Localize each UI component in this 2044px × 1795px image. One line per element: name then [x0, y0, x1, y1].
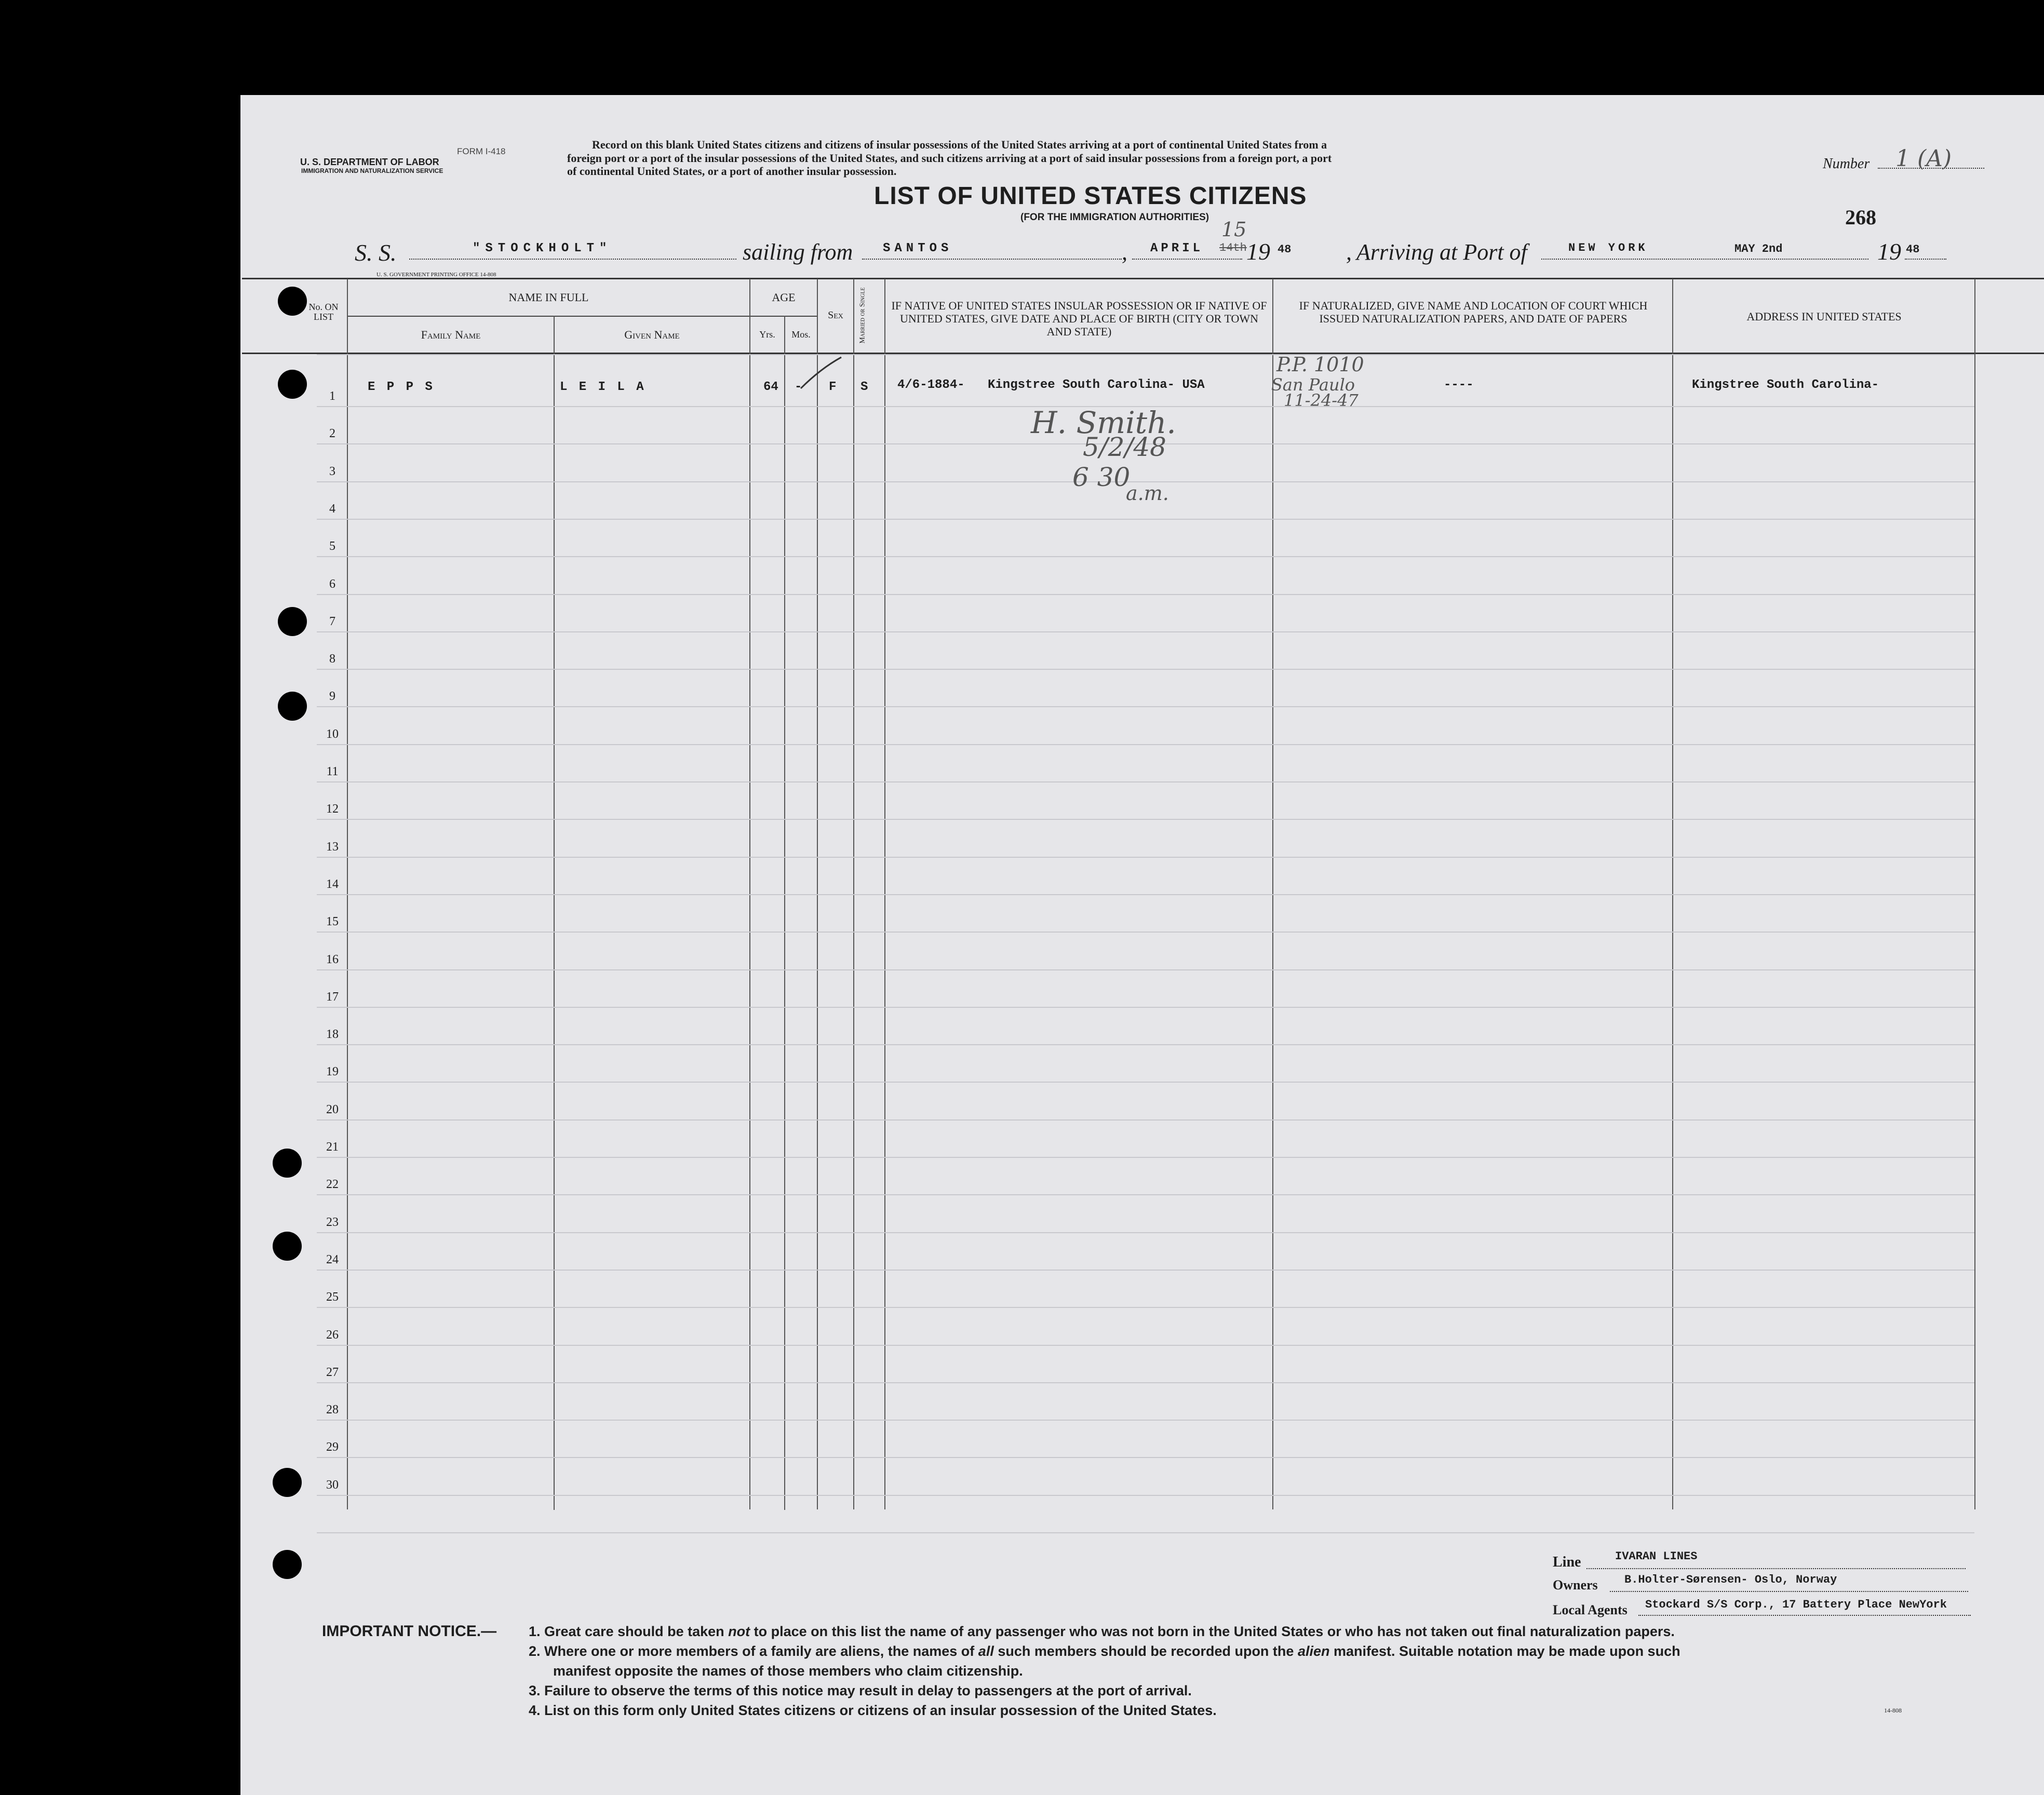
table-row-line [317, 932, 1974, 933]
arrival-port: NEW YORK [1568, 241, 1648, 254]
row-number: 28 [326, 1403, 339, 1416]
entry-birth-date: 4/6-1884- [897, 378, 965, 392]
table-row-line [317, 1345, 1974, 1346]
line-dotline [1586, 1568, 1966, 1569]
notice-2-emphasis-alien: alien [1297, 1643, 1330, 1659]
inspector-date: 5/2/48 [1083, 432, 1166, 462]
row-number: 25 [326, 1290, 339, 1304]
year-suffix: 48 [1278, 243, 1292, 256]
notice-2-text-end: manifest. Suitable notation may be made upon such [1329, 1643, 1680, 1659]
punch-hole [273, 1232, 302, 1261]
form-code: 14-808 [1884, 1707, 1902, 1714]
number-label: Number [1823, 156, 1870, 172]
table-row-line [317, 857, 1974, 858]
punch-hole [278, 607, 307, 636]
row-number: 5 [329, 539, 335, 553]
form-badge: FORM I-418 [457, 146, 506, 156]
entry-age-yrs: 64 [763, 380, 778, 394]
table-row-line [317, 819, 1974, 820]
page-title: LIST OF UNITED STATES CITIZENS [874, 182, 1307, 210]
inspector-signature: H. Smith. [1031, 405, 1176, 440]
entry-birth-place: Kingstree South Carolina- USA [988, 378, 1205, 392]
instructions-line: of continental United States, or a port of another insular possession. [567, 165, 897, 178]
naturalized-handwritten: 11-24-47 [1284, 390, 1359, 410]
table-top-border [242, 278, 2044, 279]
notice-2-continued: manifest opposite the names of those members who claim citizenship. [553, 1663, 1023, 1679]
notice-2-text-mid: such members should be recorded upon the [993, 1643, 1298, 1659]
table-row-line [317, 631, 1974, 632]
row-number: 26 [326, 1328, 339, 1342]
row-number: 11 [326, 765, 339, 778]
age-subheader-line [749, 316, 817, 317]
notice-2 [529, 1643, 1680, 1659]
row-number: 17 [326, 990, 339, 1004]
row-number: 29 [326, 1440, 339, 1454]
table-row-line [317, 1270, 1974, 1271]
row-number: 20 [326, 1103, 339, 1116]
ship-dotline [409, 259, 736, 260]
table-row-line [317, 1194, 1974, 1195]
table-row-line [317, 1495, 1974, 1496]
column-divider [554, 316, 555, 1510]
line-label: Line [1553, 1554, 1581, 1570]
row-number: 14 [326, 878, 339, 891]
arrival-dotline [1541, 259, 1868, 260]
entry-address: Kingstree South Carolina- [1692, 378, 1879, 392]
col-address: ADDRESS IN UNITED STATES [1746, 310, 1902, 323]
notice-1-text: 1. Great care should be taken [529, 1624, 729, 1639]
table-row-line [317, 594, 1974, 595]
line-value: IVARAN LINES [1615, 1550, 1698, 1563]
comma: , [1346, 239, 1352, 265]
row-number: 15 [326, 915, 339, 928]
col-age: AGE [772, 291, 796, 304]
row-number: 8 [329, 652, 335, 666]
row-number: 18 [326, 1028, 339, 1041]
agents-label: Local Agents [1553, 1602, 1628, 1617]
table-row-line [317, 519, 1974, 520]
table-row-line [317, 706, 1974, 707]
sailing-month: APRIL [1150, 241, 1204, 255]
instructions-line: foreign port or a port of the insular possessions of the United States, and such citizens arriving at a port of said insular possessions from a foreign port, a port [567, 152, 1332, 165]
entry-given-name: L E I L A [560, 380, 646, 394]
row-number: 30 [326, 1478, 339, 1492]
check-mark-stroke [795, 353, 846, 395]
table-row-line [317, 354, 1974, 355]
arrival-year-suffix: 48 [1906, 243, 1920, 256]
table-row-line [317, 1307, 1974, 1308]
col-sex: Sex [828, 309, 843, 321]
sailing-day-struck: 14th [1219, 241, 1247, 254]
row-number: 13 [326, 840, 339, 854]
row-number: 24 [326, 1253, 339, 1266]
table-row-line [317, 1082, 1974, 1083]
date-dotline [1132, 259, 1242, 260]
notice-label: IMPORTANT NOTICE.— [322, 1623, 497, 1640]
punch-hole [278, 692, 307, 721]
printing-line: U. S. GOVERNMENT PRINTING OFFICE 14-808 [376, 272, 496, 278]
arriving-label: Arriving at Port of [1356, 239, 1527, 265]
table-row-line [317, 781, 1974, 782]
notice-1-emphasis: not [728, 1624, 750, 1639]
row-number: 7 [329, 615, 335, 628]
table-row-line [317, 1420, 1974, 1421]
row-number: 16 [326, 953, 339, 966]
table-row-line [317, 1382, 1974, 1383]
from-port: SANTOS [883, 241, 953, 255]
punch-hole [278, 370, 307, 399]
row-number: 9 [329, 690, 335, 703]
table-row-line [317, 556, 1974, 557]
row-number: 1 [329, 389, 335, 403]
punch-hole [273, 1468, 302, 1497]
row-number: 27 [326, 1366, 339, 1379]
col-age-mos: Mos. [791, 329, 811, 340]
col-given-name: Given Name [624, 328, 680, 341]
table-row-line [317, 669, 1974, 670]
entry-marital: S [860, 380, 868, 394]
row-number: 23 [326, 1216, 339, 1229]
row-number: 3 [329, 465, 335, 478]
col-married-or-single: Married or Single [858, 287, 867, 344]
table-row-line [317, 1007, 1974, 1008]
service-line: IMMIGRATION AND NATURALIZATION SERVICE [301, 167, 443, 174]
column-divider [1974, 279, 1975, 1509]
entry-age-mos: - [795, 380, 802, 394]
notice-4: 4. List on this form only United States citizens or citizens of an insular possession of the United States. [529, 1703, 1217, 1718]
arrival-date: MAY 2nd [1734, 242, 1783, 255]
table-row-line [317, 1232, 1974, 1233]
notice-3: 3. Failure to observe the terms of this notice may result in delay to passengers at the port of arrival. [529, 1683, 1192, 1698]
owners-label: Owners [1553, 1577, 1598, 1592]
table-row-line [317, 744, 1974, 745]
notice-1-text-end: to place on this list the name of any passenger who was not born in the United States or who has not taken out final naturalization papers. [750, 1624, 1675, 1639]
ss-label: S. S. [355, 239, 397, 266]
naturalized-handwritten: San Paulo [1271, 375, 1355, 395]
column-divider [784, 316, 785, 1510]
table-row-line [317, 1044, 1974, 1045]
table-row-line [317, 1119, 1974, 1121]
inspector-time: 6 30 [1072, 462, 1131, 492]
entry-naturalized: ---- [1444, 378, 1474, 392]
owners-value: B.Holter-Sørensen- Oslo, Norway [1624, 1573, 1837, 1586]
table-row-line [317, 969, 1974, 970]
table-row-line [317, 1157, 1974, 1158]
row-number: 10 [326, 727, 339, 741]
arrival-year-prefix: 19 [1877, 238, 1901, 265]
arrival-year-dotline [1905, 259, 1946, 260]
punch-hole [273, 1550, 302, 1579]
entry-family-name: E P P S [368, 380, 435, 394]
year-prefix: 19 [1246, 238, 1270, 265]
row-number: 22 [326, 1178, 339, 1191]
notice-2-emphasis: all [978, 1643, 994, 1659]
from-port-dotline [862, 259, 1122, 260]
sailing-label: sailing from [743, 239, 853, 265]
punch-hole [273, 1149, 302, 1178]
row-number: 19 [326, 1065, 339, 1078]
instructions-line: Record on this blank United States citizens and citizens of insular possessions of the United States arriving at a port of continental United States from a [592, 138, 1327, 151]
department-line: U. S. DEPARTMENT OF LABOR [300, 157, 439, 167]
owners-dotline [1610, 1591, 1968, 1592]
agents-value: Stockard S/S Corp., 17 Battery Place NewYork [1645, 1598, 1947, 1611]
col-family-name: Family Name [421, 328, 481, 341]
col-age-yrs: Yrs. [759, 329, 775, 340]
name-subheader-line [347, 316, 749, 317]
naturalized-handwritten: P.P. 1010 [1276, 353, 1364, 376]
col-naturalized: IF NATURALIZED, GIVE NAME AND LOCATION OF COURT WHICH ISSUED NATURALIZATION PAPERS, AND DATE OF PAPERS [1299, 299, 1648, 325]
row-number: 4 [329, 502, 335, 516]
row-number: 21 [326, 1140, 339, 1154]
row-number: 2 [329, 427, 335, 440]
entry-sex: F [829, 380, 837, 394]
page-number: 268 [1845, 206, 1876, 229]
table-row-line [317, 894, 1974, 895]
comma: , [1122, 239, 1127, 265]
manifest-page [240, 95, 2044, 1795]
ship-name: "STOCKHOLT" [473, 241, 612, 255]
row-number: 12 [326, 802, 339, 816]
row-number: 6 [329, 577, 335, 591]
notice-1 [529, 1624, 1675, 1640]
notice-2-text: 2. Where one or more members of a family are aliens, the names of [529, 1643, 978, 1659]
sailing-day-handwritten: 15 [1221, 218, 1247, 241]
page-subtitle: (FOR THE IMMIGRATION AUTHORITIES) [1020, 212, 1209, 223]
col-name-in-full: NAME IN FULL [508, 291, 589, 304]
number-value: 1 (A) [1895, 145, 1952, 172]
col-birth: IF NATIVE OF UNITED STATES INSULAR POSSESSION OR IF NATIVE OF UNITED STATES, GIVE DATE AND PLACE OF BIRTH (CITY OR TOWN AND STATE) [891, 299, 1267, 338]
col-no-on-list: No. ON LIST [308, 302, 339, 322]
inspector-ampm: a.m. [1126, 482, 1169, 505]
table-row-line [317, 1457, 1974, 1458]
table-row-line [317, 1532, 1974, 1533]
agents-dotline [1638, 1615, 1971, 1616]
